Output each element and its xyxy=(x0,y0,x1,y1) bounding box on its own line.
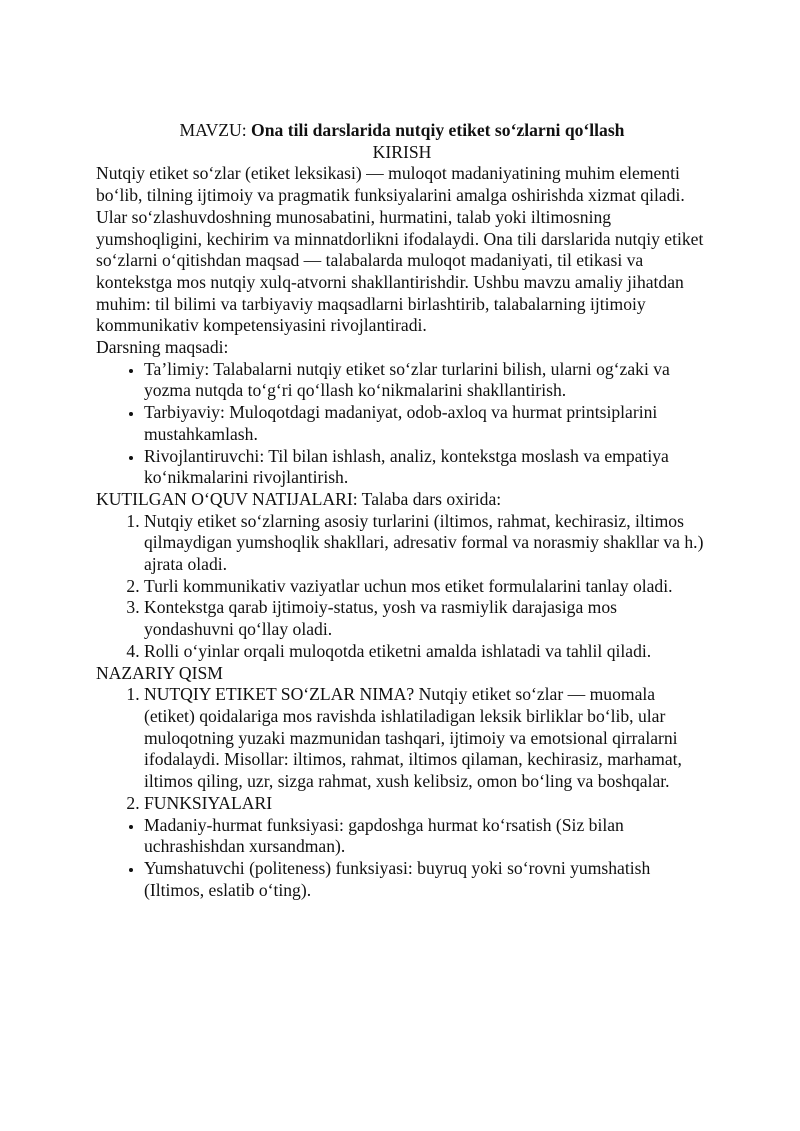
intro-paragraph: Nutqiy etiket so‘zlar (etiket leksikasi) — muloqot madaniyatining muhim elementi bo‘lib, tilning ijtimoiy va pragmatik funksiyalarini amalga oshirishda xizmat qiladi. Ular so‘zlashuvdoshning munosabatini, hurmatini, talab yoki iltimosning yumshoqligini, kechirim va minnatdorlikni ifodalaydi. Ona tili darslarida nutqiy etiket so‘zlarni o‘qitishdan maqsad — talabalarda muloqot madaniyati, til etikasi va kontekstga mos nutqiy xulq-atvorni shakllantirishdir. Ushbu mavzu amaliy jihatdan muhim: til bilimi va tarbiyaviy maqsadlarni birlashtirib, talabalarning ijtimoiy kommunikativ kompetensiyasini rivojlantiradi. xyxy=(96,163,704,336)
theory-heading: NAZARIY QISM xyxy=(96,662,223,683)
list-item: • Rivojlantiruvchi: Til bilan ishlash, analiz, kontekstga moslash va empatiya ko‘nikmalarini rivojlantirish. xyxy=(144,446,708,489)
functions-list xyxy=(96,815,708,902)
list-item: • Ta’limiy: Talabalarni nutqiy etiket so‘zlar turlarini bilish, ularni og‘zaki va yozma nutqda to‘g‘ri qo‘llash ko‘nikmalarini shakllantirish. xyxy=(144,359,708,402)
list-item: • Madaniy-hurmat funksiyasi: gapdoshga hurmat ko‘rsatish (Siz bilan uchrashishdan xursandman). xyxy=(144,815,708,858)
outcomes-heading: KUTILGAN O‘QUV NATIJALARI: Talaba dars oxirida: xyxy=(96,488,502,509)
list-item: 2. Turli kommunikativ vaziyatlar uchun mos etiket formulalarini tanlay oladi. xyxy=(144,576,708,598)
list-item: 4. Rolli o‘yinlar orqali muloqotda etiketni amalda ishlatadi va tahlil qiladi. xyxy=(144,641,708,663)
title-main: Ona tili darslarida nutqiy etiket so‘zlarni qo‘llash xyxy=(251,120,625,140)
document-title xyxy=(96,120,708,142)
list-item: • Tarbiyaviy: Muloqotdagi madaniyat, odob-axloq va hurmat printsiplarini mustahkamlash. xyxy=(144,402,708,445)
document-page xyxy=(96,120,708,901)
list-item: 1. Nutqiy etiket so‘zlarning asosiy turlarini (iltimos, rahmat, kechirasiz, iltimos qilmaydigan yumshoqlik shakllari, adresativ formal va norasmiy shakllar va h.) ajrata oladi. xyxy=(144,511,708,576)
outcomes-list xyxy=(96,511,708,663)
intro-heading: KIRISH xyxy=(372,141,432,162)
list-item: 1. NUTQIY ETIKET SO‘ZLAR NIMA? Nutqiy etiket so‘zlar — muomala (etiket) qoidalariga mos ravishda ishlatiladigan leksik birliklar bo‘lib, ular muloqotning yuzaki mazmunidan tashqari, ijtimoiy va emotsional qirralarni ifodalaydi. Misollar: iltimos, rahmat, iltimos qilaman, kechirasiz, marhamat, iltimos qiling, uzr, sizga rahmat, xush kelibsiz, omon bo‘ling va boshqalar. xyxy=(144,684,708,793)
theory-list xyxy=(96,684,708,814)
goals-list xyxy=(96,359,708,489)
list-item: • Yumshatuvchi (politeness) funksiyasi: buyruq yoki so‘rovni yumshatish (Iltimos, eslatib o‘ting). xyxy=(144,858,708,901)
title-prefix: MAVZU: xyxy=(179,120,252,140)
list-item: 2. FUNKSIYALARI xyxy=(144,793,708,815)
goals-heading: Darsning maqsadi: xyxy=(96,337,229,358)
list-item: 3. Kontekstga qarab ijtimoiy-status, yosh va rasmiylik darajasiga mos yondashuvni qo‘llay oladi. xyxy=(144,597,708,640)
